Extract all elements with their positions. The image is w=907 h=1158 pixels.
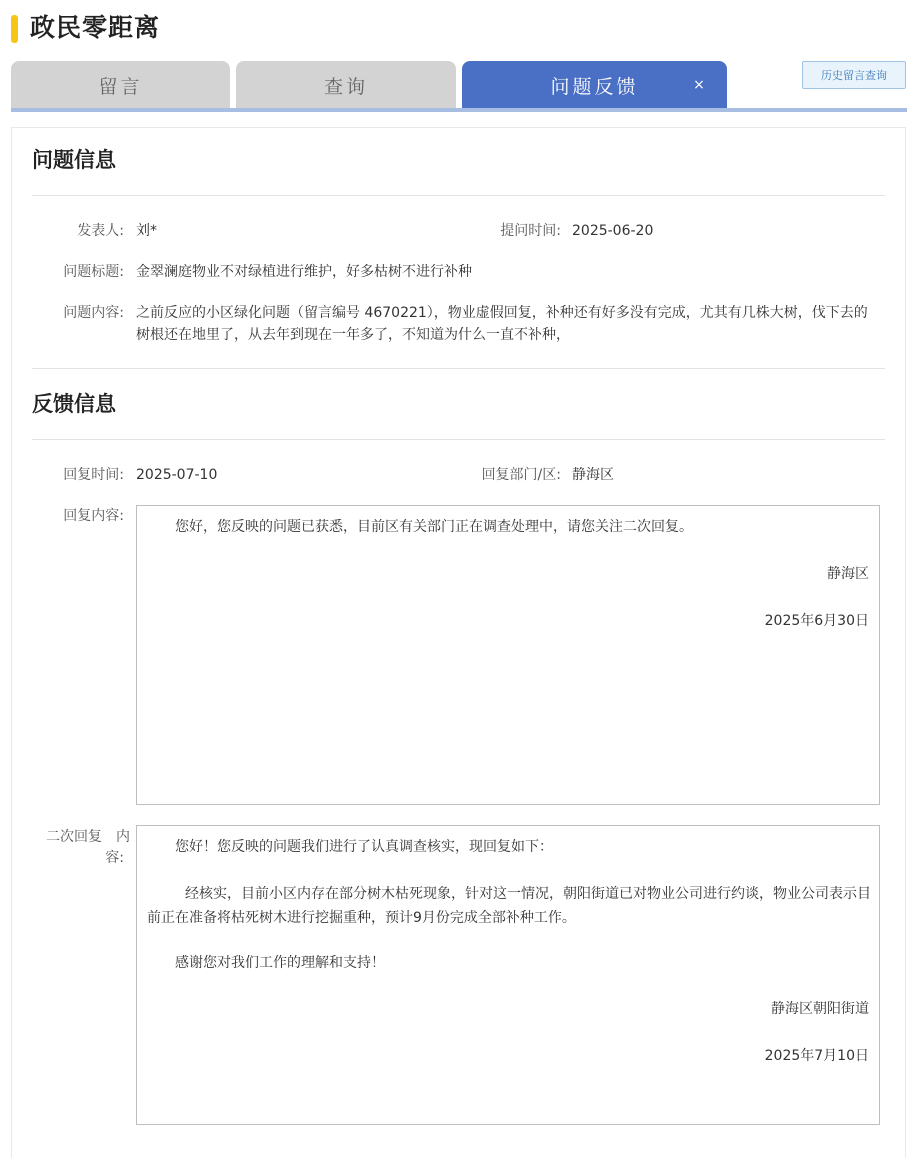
page-title: 政民零距离 [30,13,161,42]
reply-time-label: 回复时间: [63,467,124,483]
second-reply-date: 2025年7月10日 [764,1048,869,1064]
question-content-value: 之前反应的小区绿化问题（留言编号 4670221），物业虚假回复，补种还有好多没有完成，尤其有几株大树，伐下去的树根还在地里了，从去年到现在一年多了，不知道为什么一直不补种， [136,305,868,343]
reply-content-label: 回复内容: [63,508,124,524]
reply-content-box [136,505,880,805]
page-header [0,0,907,58]
question-content-label: 问题内容: [63,305,124,321]
question-title-value: 金翠澜庭物业不对绿植进行维护，好多枯树不进行补种 [136,264,472,280]
second-reply-body: 经核实，目前小区内存在部分树木枯死现象，针对这一情况，朝阳街道已对物业公司进行约谈，物业公司表示目前正在准备将枯死树木进行挖掘重种，预计9月份完成全部补种工作。 [147,886,871,926]
ask-time-label: 提问时间: [500,223,561,239]
second-reply-label-cont: 容: [105,850,124,866]
second-reply-greeting: 您好！您反映的问题我们进行了认真调查核实，现回复如下： [175,839,553,855]
ask-time-value: 2025-06-20 [572,223,654,239]
reply-dept-label: 回复部门/区: [481,467,561,483]
second-reply-label: 二次回复 内 [46,829,130,845]
tab-feedback[interactable]: 问题反馈 [462,61,727,109]
question-section-title: 问题信息 [32,148,116,172]
tab-bar [0,60,907,114]
question-title-label: 问题标题: [63,264,124,280]
tab-query[interactable]: 查询 [236,61,456,109]
reply-time-value: 2025-07-10 [136,467,218,483]
reply-date: 2025年6月30日 [764,613,869,629]
second-reply-signature: 静海区朝阳街道 [771,1001,869,1017]
second-reply-thanks: 感谢您对我们工作的理解和支持！ [175,955,385,971]
divider [32,368,885,369]
reply-signature: 静海区 [827,566,869,582]
divider [32,439,885,440]
reply-dept-value: 静海区 [572,467,614,483]
header-accent-bar [11,15,18,43]
poster-label: 发表人: [77,223,124,239]
history-messages-button[interactable]: 历史留言查询 [802,61,906,89]
divider [32,195,885,196]
reply-body: 您好，您反映的问题已获悉，目前区有关部门正在调查处理中，请您关注二次回复。 [175,519,693,535]
poster-value: 刘* [136,223,157,239]
tab-underline [11,108,907,112]
close-icon[interactable]: × [693,77,705,93]
feedback-section-title: 反馈信息 [32,392,116,416]
second-reply-content-box [136,825,880,1125]
tab-message[interactable]: 留言 [11,61,230,109]
